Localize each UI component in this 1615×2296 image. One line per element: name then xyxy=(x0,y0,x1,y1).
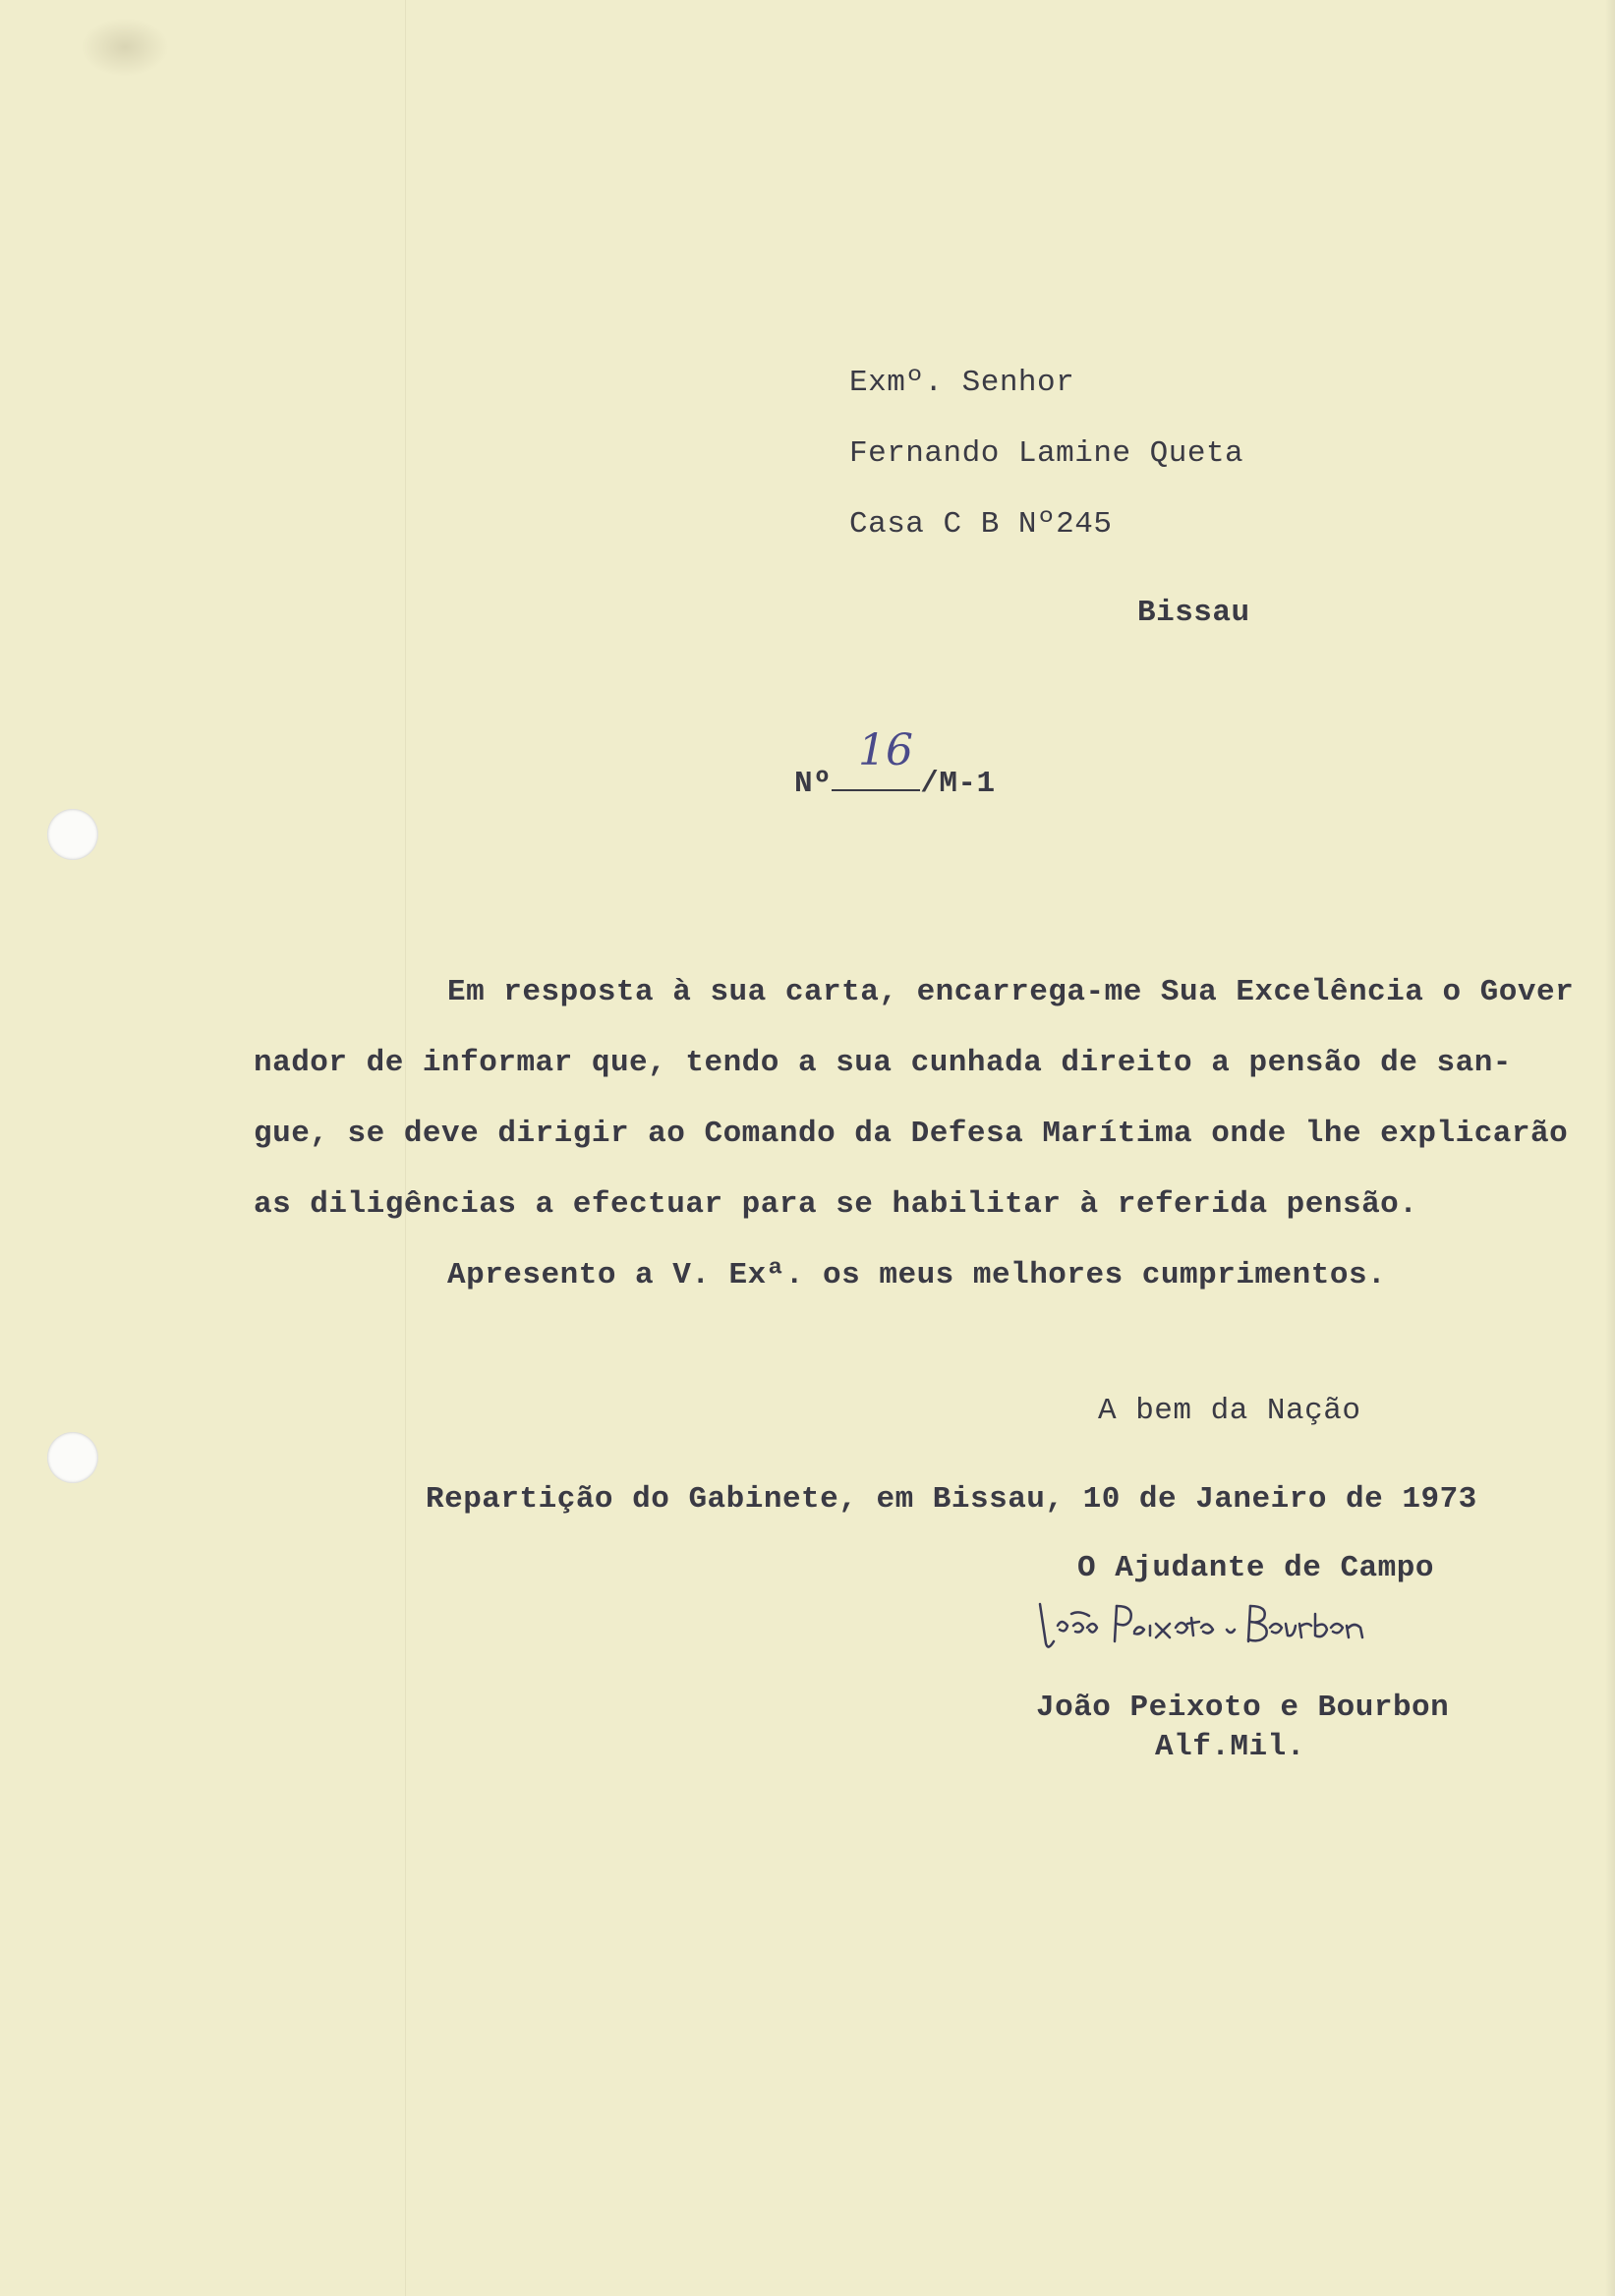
paper-edge-shade xyxy=(1605,0,1615,2296)
body-line-4: as diligências a efectuar para se habilitar à referida pensão. xyxy=(254,1187,1418,1222)
address-house: Casa C B Nº245 xyxy=(849,507,1113,542)
address-salutation: Exmº. Senhor xyxy=(849,366,1075,400)
body-line-3: gue, se deve dirigir ao Comando da Defesa Marítima onde lhe explicarão xyxy=(254,1117,1569,1151)
signer-rank: Alf.Mil. xyxy=(1155,1730,1305,1764)
address-city: Bissau xyxy=(1137,596,1250,630)
closing-role: O Ajudante de Campo xyxy=(1077,1551,1434,1585)
address-name: Fernando Lamine Queta xyxy=(849,436,1244,471)
closing-place-date: Repartição do Gabinete, em Bissau, 10 de Janeiro de 1973 xyxy=(426,1482,1477,1517)
paper-corner-wear xyxy=(81,18,169,77)
body-line-5: Apresento a V. Exª. os meus melhores cumprimentos. xyxy=(447,1258,1387,1292)
body-line-2: nador de informar que, tendo a sua cunhada direito a pensão de san- xyxy=(254,1046,1512,1080)
body-line-1: Em resposta à sua carta, encarrega-me Sua Excelência o Gover xyxy=(447,975,1575,1009)
punch-hole-bottom xyxy=(47,1432,98,1483)
reference-suffix: /M-1 xyxy=(920,767,996,801)
reference-prefix: Nº xyxy=(794,767,833,801)
reference-blank xyxy=(832,789,920,791)
handwritten-signature xyxy=(1032,1592,1425,1671)
handwritten-reference-number: 16 xyxy=(858,725,913,775)
punch-hole-top xyxy=(47,809,98,860)
signer-name: João Peixoto e Bourbon xyxy=(1036,1691,1450,1725)
closing-motto: A bem da Nação xyxy=(1098,1394,1361,1428)
